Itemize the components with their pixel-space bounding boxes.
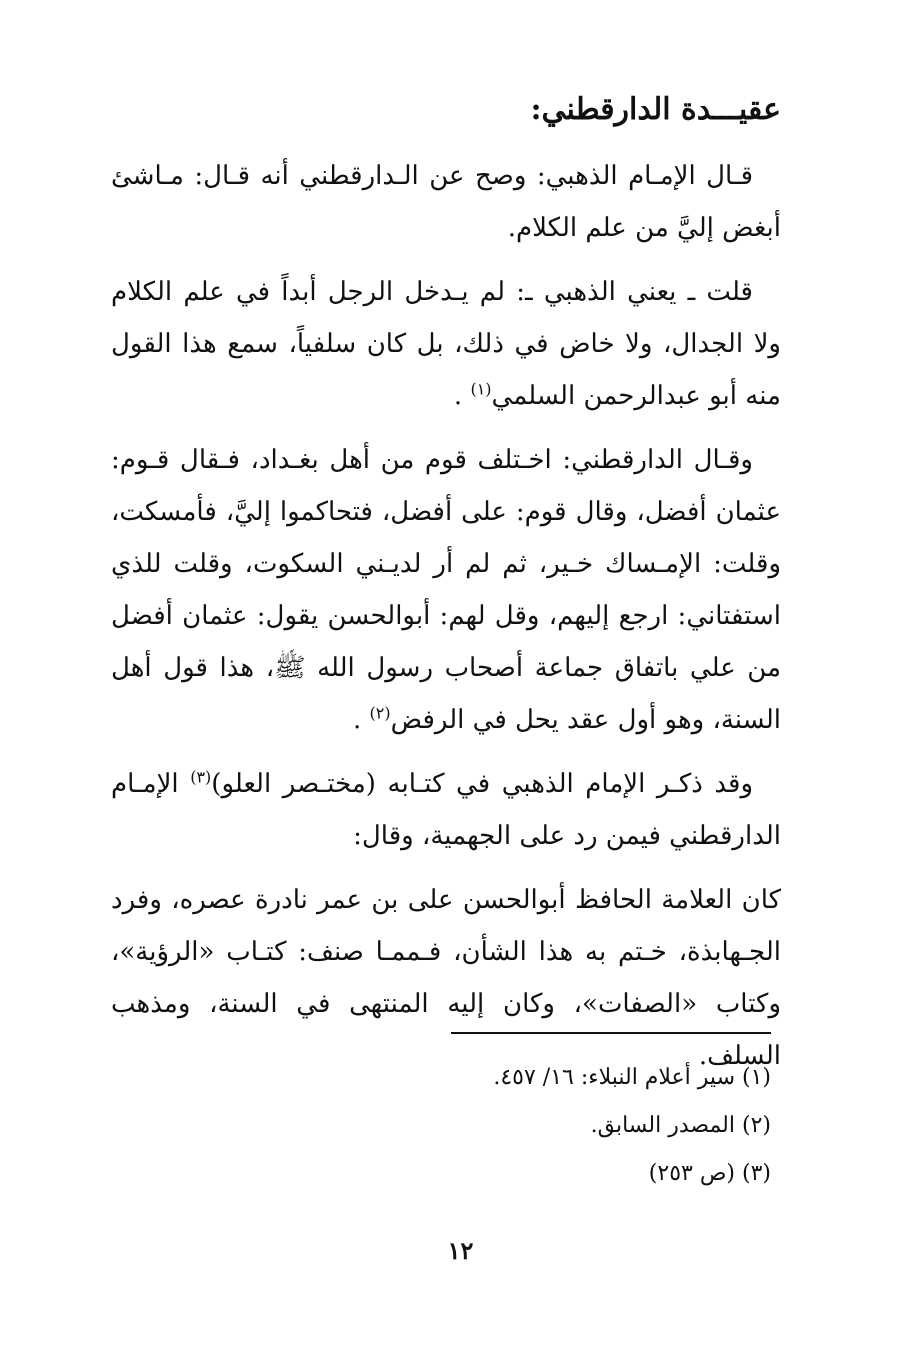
paragraph-5-text: كان العلامة الحافظ أبوالحسن على بن عمر نادرة عصره، وفرد الجـهابذة، خـتم به هذا الشأن، فـممـا صنف: كتـاب «الرؤية»، وكتاب «الصفات»، وكان إليه المنتهى في السنة، ومذهب السلف. [111, 885, 781, 1071]
page-number: ١٢ [447, 1236, 474, 1265]
footnote-separator [451, 1032, 771, 1034]
paragraph-1-text: قـال الإمـام الذهبي: وصح عن الـدارقطني أنه قـال: مـاشئ أبغض إليَّ من علم الكلام. [111, 161, 781, 243]
body-text [111, 150, 781, 1082]
footnotes [371, 1054, 771, 1198]
paragraph-2-text: قلت ـ يعني الذهبي ـ: لم يـدخل الرجل أبداً في علم الكلام ولا الجدال، ولا خاض في ذلك، بل كان سلفياً، سمع هذا القول منه أبو عبدالرحمن السلمي [111, 277, 781, 411]
footnote-2: (٢) المصدر السابق. [590, 1113, 771, 1138]
paragraph-4-text: وقد ذكـر الإمام الذهبي في كتـابه (مختـصر العلو) [211, 769, 753, 799]
section-heading: عقيـــدة الدارقطني: [530, 92, 781, 127]
paragraph-1 [111, 150, 781, 254]
paragraph-3-tail: . [353, 705, 370, 735]
paragraph-4 [111, 758, 781, 862]
paragraph-3 [111, 434, 781, 746]
footnote-ref-2[interactable]: (٢) [369, 703, 391, 723]
paragraph-4-tail: الإمـام الدارقطني فيمن رد على الجهمية، وقال: [111, 769, 781, 851]
paragraph-5 [111, 874, 781, 1082]
paragraph-2-tail: . [453, 381, 471, 411]
footnote-1: (١) سير أعلام النبلاء: ١٦/ ٤٥٧. [493, 1065, 771, 1090]
footnote-3: (٣) (ص ٢٥٣) [648, 1161, 771, 1186]
paragraph-3-text: وقـال الدارقطني: اخـتلف قوم من أهل بغـداد، فـقال قـوم: عثمان أفضل، وقال قوم: على أفضل، فتحاكموا إليَّ، فأمسكت، وقلت: الإمـساك خـير، ثم لم أر لديـني السكوت، وقلت للذي استفتاني: ارجع إليهم، وقل لهم: أبوالحسن يقول: عثمان أفضل من علي باتفاق جماعة أصحاب رسول الله ﷺ، هذا قول أهل السنة، وهو أول عقد يحل في الرفض [111, 445, 781, 735]
footnote-ref-3[interactable]: (٣) [190, 767, 212, 787]
paragraph-2 [111, 266, 781, 422]
footnote-ref-1[interactable]: (١) [470, 379, 492, 399]
